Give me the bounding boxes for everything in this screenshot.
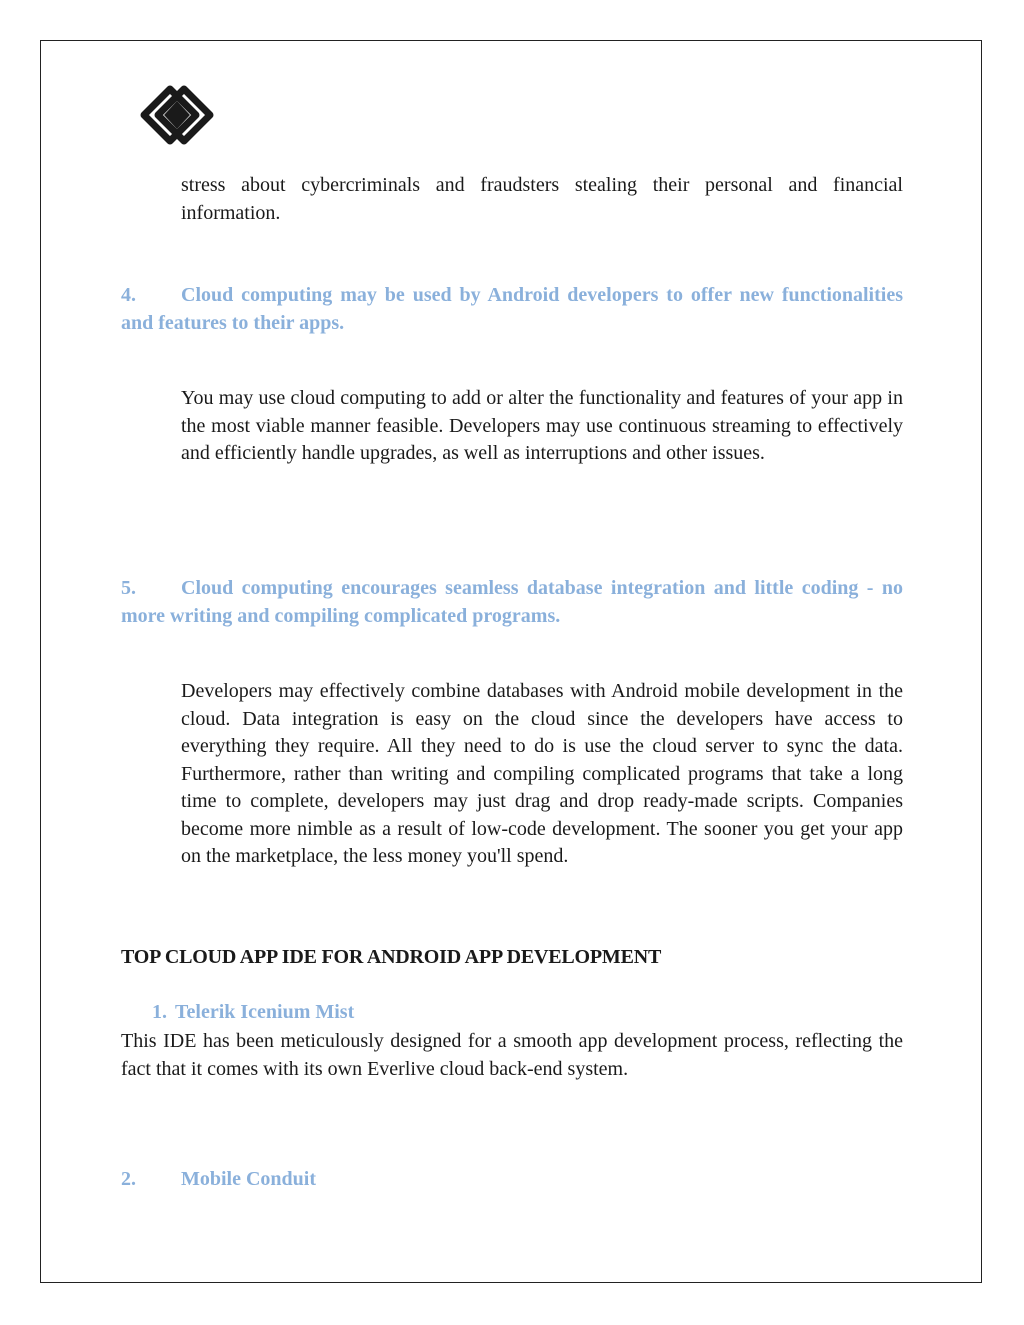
section-4-heading [121, 282, 903, 337]
ide-2-number: 2. [121, 1168, 136, 1190]
ide-1-body: This IDE has been meticulously designed for a smooth app development process, reflecting the fact that it comes with its own Everlive cloud back-end system. [121, 1030, 903, 1080]
ide-1-title: Telerik Icenium Mist [175, 1001, 355, 1023]
section-5-number: 5. [121, 577, 136, 599]
top-ide-heading: TOP CLOUD APP IDE FOR ANDROID APP DEVELOPMENT [121, 946, 662, 968]
section-4-body: You may use cloud computing to add or alter the functionality and features of your app in the most viable manner feasible. Developers may use continuous streaming to effectively and efficiently handle upgrades, as well as interruptions and other issues. [181, 387, 903, 464]
ide-2-title: Mobile Conduit [181, 1168, 317, 1190]
section-5-heading [121, 575, 903, 630]
section-5-body: Developers may effectively combine databases with Android mobile development in the cloud. Data integration is easy on the cloud since the developers have access to everything they require. All they need to do is use the cloud server to sync the data. Furthermore, rather than writing and compiling complicated programs that take a long time to complete, developers may just drag and drop ready-made scripts. Companies become more nimble as a result of low-code development. The sooner you get your app on the marketplace, the less money you'll spend. [181, 680, 903, 867]
ide-1-number: 1. [152, 1001, 167, 1023]
section-5-title: Cloud computing encourages seamless database integration and little coding - no more writing and compiling complicated programs. [121, 577, 903, 627]
section-4-number: 4. [121, 284, 136, 306]
diamond-chain-logo-icon [140, 84, 214, 148]
ide-2-heading [121, 1166, 903, 1194]
ide-1-heading [152, 1001, 354, 1024]
intro-continuation: stress about cybercriminals and fraudsters stealing their personal and financial information. [181, 174, 903, 224]
section-4-title: Cloud computing may be used by Android developers to offer new functionalities and features to their apps. [121, 284, 903, 334]
